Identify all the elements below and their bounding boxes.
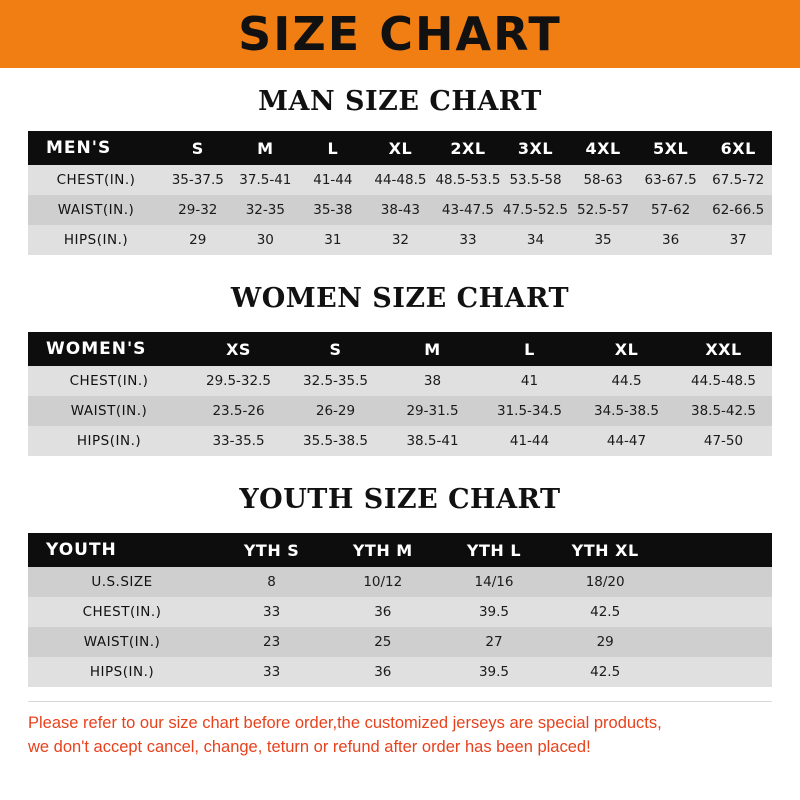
- table-header-row: [28, 332, 772, 366]
- cell: 48.5-53.5: [435, 172, 501, 188]
- column-header-xs: XS: [226, 339, 251, 359]
- column-header-yth-s: YTH S: [243, 540, 300, 560]
- cell: 10/12: [363, 574, 403, 590]
- table-row: [28, 567, 772, 597]
- section-title-men: MAN SIZE CHART: [258, 86, 542, 117]
- men-size-table: [28, 131, 772, 255]
- cell: 31: [324, 232, 342, 248]
- column-header-spacer: [661, 533, 772, 567]
- cell: 33: [459, 232, 477, 248]
- cell: 23: [263, 634, 281, 650]
- cell-empty: [661, 567, 772, 597]
- spacer: [0, 117, 800, 131]
- column-header-s: S: [191, 138, 204, 158]
- cell: 37.5-41: [239, 172, 292, 188]
- cell: 8: [267, 574, 276, 590]
- table-head: [28, 332, 772, 366]
- section-title-women: WOMEN SIZE CHART: [230, 283, 570, 314]
- cell: 35.5-38.5: [303, 433, 368, 449]
- cell: 34.5-38.5: [594, 403, 659, 419]
- cell: 35-38: [313, 202, 353, 218]
- cell: 29: [189, 232, 207, 248]
- column-header-4xl: 4XL: [585, 138, 621, 158]
- table-row: [28, 657, 772, 687]
- table-head: [28, 131, 772, 165]
- column-header-s: S: [329, 339, 342, 359]
- cell: 44-48.5: [374, 172, 427, 188]
- cell: 37: [729, 232, 747, 248]
- table-row: [28, 396, 772, 426]
- cell: 32: [391, 232, 409, 248]
- cell: 32-35: [245, 202, 285, 218]
- cell: 36: [662, 232, 680, 248]
- cell: 44.5-48.5: [691, 373, 756, 389]
- column-header-rowlabel: MEN'S: [46, 138, 112, 158]
- cell: 36: [374, 604, 392, 620]
- table-body: [28, 165, 772, 255]
- spacer: [0, 314, 800, 332]
- cell: 63-67.5: [644, 172, 697, 188]
- cell: 41-44: [313, 172, 353, 188]
- row-label-waist: WAIST(IN.): [70, 403, 148, 419]
- spacer: [0, 456, 800, 484]
- cell-empty: [661, 597, 772, 627]
- row-label-hips: HIPS(IN.): [76, 433, 142, 449]
- table-row: [28, 366, 772, 396]
- cell: 43-47.5: [441, 202, 495, 218]
- table-row: [28, 165, 772, 195]
- table-row: [28, 195, 772, 225]
- table-header-row: [28, 131, 772, 165]
- cell: 67.5-72: [712, 172, 765, 188]
- cell: 38-43: [380, 202, 421, 218]
- column-header-xl: XL: [614, 339, 639, 359]
- column-header-yth-m: YTH M: [352, 540, 413, 560]
- cell: 36: [374, 664, 392, 680]
- table-header-row: [28, 533, 772, 567]
- column-header-l: L: [327, 138, 339, 158]
- cell: 26-29: [315, 403, 356, 419]
- spacer: [0, 68, 800, 86]
- column-header-rowlabel: WOMEN'S: [46, 339, 147, 359]
- cell: 31.5-34.5: [497, 403, 562, 419]
- cell: 29-32: [178, 202, 218, 218]
- cell: 38.5-41: [406, 433, 459, 449]
- cell: 27: [485, 634, 503, 650]
- footer-note-line-1: Please refer to our size chart before order,the customized jerseys are special products,: [28, 714, 662, 732]
- row-label-chest: CHEST(IN.): [82, 604, 162, 620]
- column-header-m: M: [424, 339, 441, 359]
- row-label-hips: HIPS(IN.): [63, 232, 129, 248]
- row-label-us-size: U.S.SIZE: [91, 574, 153, 590]
- cell: 29: [596, 634, 614, 650]
- cell: 57-62: [650, 202, 691, 218]
- page-banner: [0, 0, 800, 68]
- cell: 18/20: [585, 574, 625, 590]
- cell-empty: [661, 627, 772, 657]
- column-header-yth-xl: YTH XL: [571, 540, 639, 560]
- cell: 29-31.5: [406, 403, 459, 419]
- spacer: [0, 255, 800, 283]
- table-head: [28, 533, 772, 567]
- row-label-chest: CHEST(IN.): [69, 373, 149, 389]
- cell: 35-37.5: [171, 172, 224, 188]
- cell: 38.5-42.5: [691, 403, 756, 419]
- cell-empty: [661, 657, 772, 687]
- cell: 25: [374, 634, 392, 650]
- spacer: [0, 702, 800, 712]
- cell: 52.5-57: [577, 202, 630, 218]
- spacer: [0, 515, 800, 533]
- column-header-5xl: 5XL: [653, 138, 689, 158]
- cell: 33-35.5: [212, 433, 265, 449]
- column-header-yth-l: YTH L: [466, 540, 522, 560]
- column-header-m: M: [257, 138, 274, 158]
- cell: 42.5: [590, 604, 621, 620]
- table-body: [28, 567, 772, 687]
- cell: 53.5-58: [509, 172, 562, 188]
- row-label-waist: WAIST(IN.): [57, 202, 135, 218]
- cell: 62-66.5: [712, 202, 765, 218]
- cell: 23.5-26: [212, 403, 265, 419]
- cell: 44-47: [606, 433, 647, 449]
- men-size-chart: [28, 131, 772, 255]
- cell: 30: [256, 232, 274, 248]
- youth-size-table: [28, 533, 772, 687]
- cell: 44.5: [611, 373, 642, 389]
- cell: 38: [423, 373, 442, 389]
- column-header-6xl: 6XL: [720, 138, 756, 158]
- section-title-youth: YOUTH SIZE CHART: [239, 484, 561, 515]
- table-body: [28, 366, 772, 456]
- table-row: [28, 597, 772, 627]
- row-label-waist: WAIST(IN.): [83, 634, 161, 650]
- page-title: SIZE CHART: [238, 7, 562, 61]
- cell: 47-50: [703, 433, 744, 449]
- cell: 47.5-52.5: [503, 202, 568, 218]
- column-header-rowlabel: YOUTH: [46, 540, 117, 560]
- row-label-hips: HIPS(IN.): [89, 664, 155, 680]
- cell: 39.5: [478, 604, 509, 620]
- cell: 33: [263, 604, 281, 620]
- footer-note: [28, 712, 772, 760]
- table-row: [28, 627, 772, 657]
- column-header-xxl: XXL: [705, 339, 742, 359]
- cell: 34: [526, 232, 545, 248]
- column-header-l: L: [524, 339, 535, 359]
- column-header-xl: XL: [388, 138, 413, 158]
- cell: 32.5-35.5: [303, 373, 368, 389]
- cell: 14/16: [474, 574, 514, 590]
- cell: 39.5: [478, 664, 509, 680]
- cell: 41: [520, 373, 539, 389]
- spacer: [0, 687, 800, 701]
- cell: 33: [263, 664, 281, 680]
- women-size-chart: [28, 332, 772, 456]
- cell: 42.5: [590, 664, 621, 680]
- cell: 41-44: [509, 433, 550, 449]
- cell: 35: [594, 232, 612, 248]
- cell: 29.5-32.5: [206, 373, 271, 389]
- youth-size-chart: [28, 533, 772, 687]
- women-size-table: [28, 332, 772, 456]
- table-row: [28, 225, 772, 255]
- footer-note-line-2: we don't accept cancel, change, teturn or refund after order has been placed!: [28, 737, 591, 756]
- table-row: [28, 426, 772, 456]
- column-header-3xl: 3XL: [517, 138, 554, 158]
- row-label-chest: CHEST(IN.): [56, 172, 136, 188]
- cell: 58-63: [583, 172, 623, 188]
- column-header-2xl: 2XL: [450, 138, 486, 158]
